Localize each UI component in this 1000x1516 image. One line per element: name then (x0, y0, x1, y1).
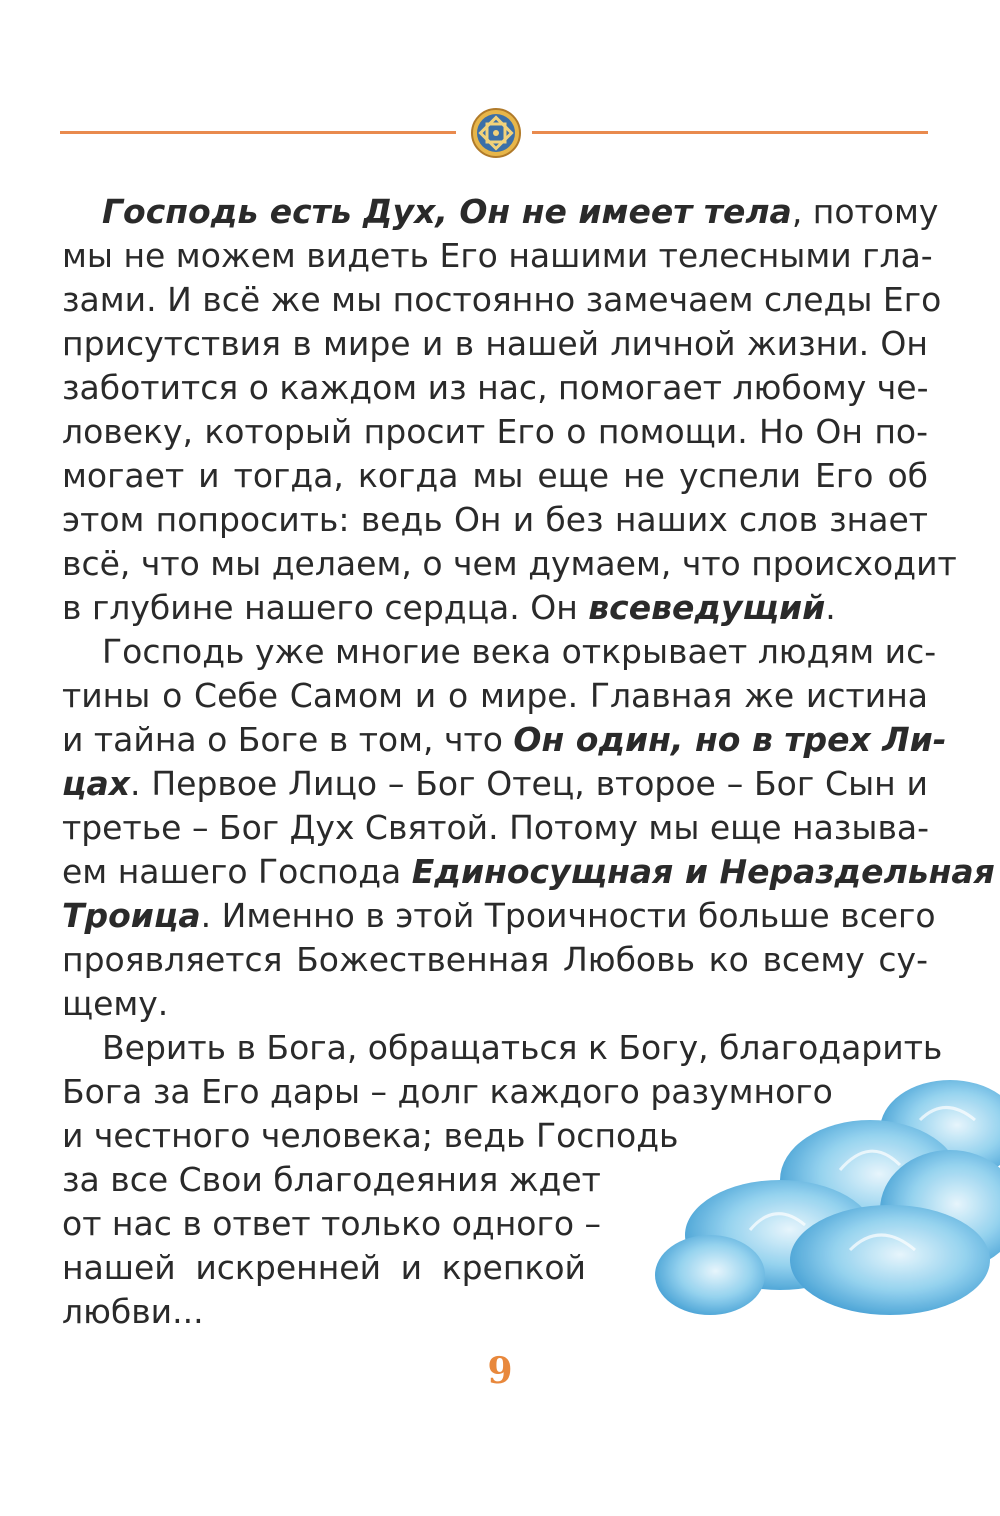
text-segment: Верить в Бога, обращаться к Богу, благодарить (102, 1028, 943, 1067)
ornament-icon (470, 107, 522, 159)
text-line (62, 410, 928, 454)
text-line (62, 542, 957, 586)
text-segment: любви... (62, 1292, 204, 1331)
text-line (62, 190, 939, 234)
page-number: 9 (487, 1350, 513, 1392)
text-line (62, 630, 937, 674)
text-segment: щему. (62, 984, 169, 1023)
text-line (62, 674, 928, 718)
text-segment: за все Свои благодеяния ждет (62, 1160, 601, 1199)
text-segment: нашей искренней и крепкой (62, 1248, 586, 1287)
text-segment: Господь уже многие века открывает людям ис- (102, 632, 937, 671)
emphasis-text: всеведущий (588, 588, 826, 627)
emphasis-text: Троица (62, 896, 201, 935)
text-segment: ем нашего Господа (62, 852, 412, 891)
text-line (62, 718, 947, 762)
text-line (62, 322, 928, 366)
text-line (62, 1290, 262, 1334)
text-line (62, 894, 936, 938)
text-line (62, 1202, 602, 1246)
text-segment: Бога за Его дары – долг каждого разумного (62, 1072, 833, 1111)
text-line (62, 1114, 679, 1158)
text-segment: и тайна о Боге в том, что (62, 720, 514, 759)
text-line (62, 938, 928, 982)
text-segment: , потому (791, 192, 939, 231)
emphasis-text: Единосущная и Нераздельная (411, 852, 995, 891)
text-segment: могает и тогда, когда мы еще не успели Его об (62, 456, 928, 495)
text-line (62, 454, 928, 498)
text-segment: проявляется Божественная Любовь ко всему су- (62, 940, 928, 979)
text-segment: от нас в ответ только одного – (62, 1204, 602, 1243)
text-segment: присутствия в мире и в нашей личной жизни. Он (62, 324, 928, 363)
text-segment: ловеку, который просит Его о помощи. Но Он по- (62, 412, 928, 451)
text-segment: тины о Себе Самом и о мире. Главная же истина (62, 676, 928, 715)
text-segment: . (825, 588, 836, 627)
text-line (62, 982, 928, 1026)
text-line (62, 366, 928, 410)
text-line (62, 278, 942, 322)
text-line (62, 806, 928, 850)
emphasis-text: Господь есть Дух, Он не имеет тела (102, 192, 792, 231)
emphasis-text: Он один, но в трех Ли- (513, 720, 947, 759)
text-segment: этом попросить: ведь Он и без наших слов знает (62, 500, 928, 539)
text-segment: . Именно в этой Троичности больше всего (200, 896, 936, 935)
rule-left (60, 131, 456, 134)
text-segment: в глубине нашего сердца. Он (62, 588, 589, 627)
text-segment: . Первое Лицо – Бог Отец, второе – Бог Сын и (130, 764, 928, 803)
text-line (62, 234, 933, 278)
text-line (62, 1246, 586, 1290)
text-segment: заботится о каждом из нас, помогает любому че- (62, 368, 929, 407)
rule-right (532, 131, 928, 134)
text-segment: зами. И всё же мы постоянно замечаем следы Его (62, 280, 942, 319)
text-line (62, 762, 928, 806)
text-segment: и честного человека; ведь Господь (62, 1116, 679, 1155)
text-line (62, 498, 928, 542)
text-segment: мы не можем видеть Его нашими телесными гла- (62, 236, 933, 275)
cloud-illustration (650, 1060, 1000, 1330)
emphasis-text: цах (62, 764, 131, 803)
text-segment: всё, что мы делаем, о чем думаем, что происходит (62, 544, 957, 583)
text-line (62, 1158, 602, 1202)
text-segment: третье – Бог Дух Святой. Потому мы еще называ- (62, 808, 930, 847)
text-line (62, 586, 928, 630)
text-line (62, 850, 995, 894)
